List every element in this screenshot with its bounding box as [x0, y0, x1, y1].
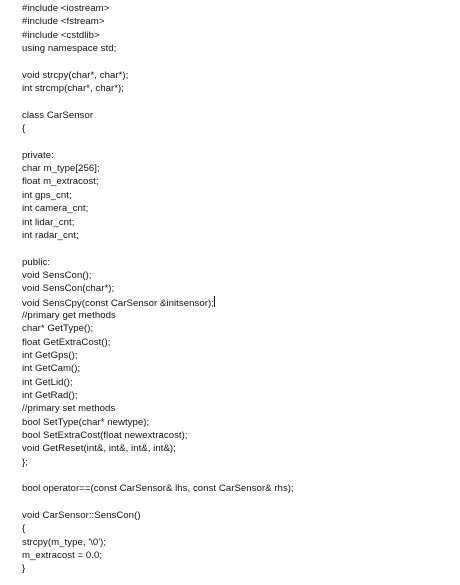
code-line: void GetReset(int&, int&, int&, int&);	[22, 443, 176, 455]
code-line: void SensCon(char*);	[22, 283, 115, 295]
code-line: };	[22, 456, 28, 468]
code-line: //primary set methods	[22, 403, 116, 415]
code-line: int GetRad();	[22, 389, 78, 401]
blank-line	[22, 55, 450, 68]
code-line: public:	[22, 256, 51, 268]
code-line: int strcmp(char*, char*);	[22, 83, 125, 95]
code-line: int camera_cnt;	[22, 203, 89, 215]
text-cursor	[214, 296, 215, 307]
code-line: bool SetExtraCost(float newextracost);	[22, 430, 188, 441]
blank-line	[22, 135, 450, 148]
code-line: bool operator==(const CarSensor& lhs, const CarSensor& rhs);	[22, 483, 294, 495]
code-listing	[22, 2, 450, 576]
code-line: private:	[22, 149, 54, 161]
code-line: void strcpy(char*, char*);	[22, 69, 129, 81]
code-line: m_extracost = 0.0;	[22, 550, 103, 562]
code-line: int GetGps();	[22, 349, 78, 361]
code-line: {	[22, 523, 26, 535]
blank-line	[22, 242, 450, 255]
code-line: int GetCam();	[22, 363, 81, 375]
code-line: {	[22, 123, 26, 135]
code-line: bool SetType(char* newtype);	[22, 416, 150, 428]
blank-line	[22, 95, 450, 108]
blank-line	[22, 469, 450, 482]
code-line: strcpy(m_type, '\0');	[22, 536, 107, 548]
code-line: char* GetType();	[22, 323, 94, 335]
code-line: #include <iostream>	[22, 3, 110, 14]
code-line: int GetLid();	[22, 376, 73, 388]
code-line: int radar_cnt;	[22, 229, 79, 241]
code-line-text: void SensCpy(const CarSensor &initsensor);	[22, 297, 214, 309]
code-line: void CarSensor::SensCon()	[22, 510, 141, 522]
code-line: #include <cstdlib>	[22, 29, 100, 41]
code-line: void SensCon();	[22, 269, 92, 281]
code-line: int lidar_cnt;	[22, 216, 75, 228]
code-line: char m_type[256];	[22, 163, 100, 175]
code-line: int gps_cnt;	[22, 189, 72, 201]
code-line: #include <fstream>	[22, 16, 105, 28]
code-line: using namespace std;	[22, 43, 117, 55]
code-line: float GetExtraCost();	[22, 336, 111, 348]
code-line: }	[22, 563, 26, 575]
code-line: float m_extracost;	[22, 176, 99, 188]
code-line: class CarSensor	[22, 109, 94, 121]
code-line-with-caret[interactable]	[22, 296, 450, 309]
blank-line	[22, 496, 450, 509]
code-line: //primary get methods	[22, 309, 116, 321]
